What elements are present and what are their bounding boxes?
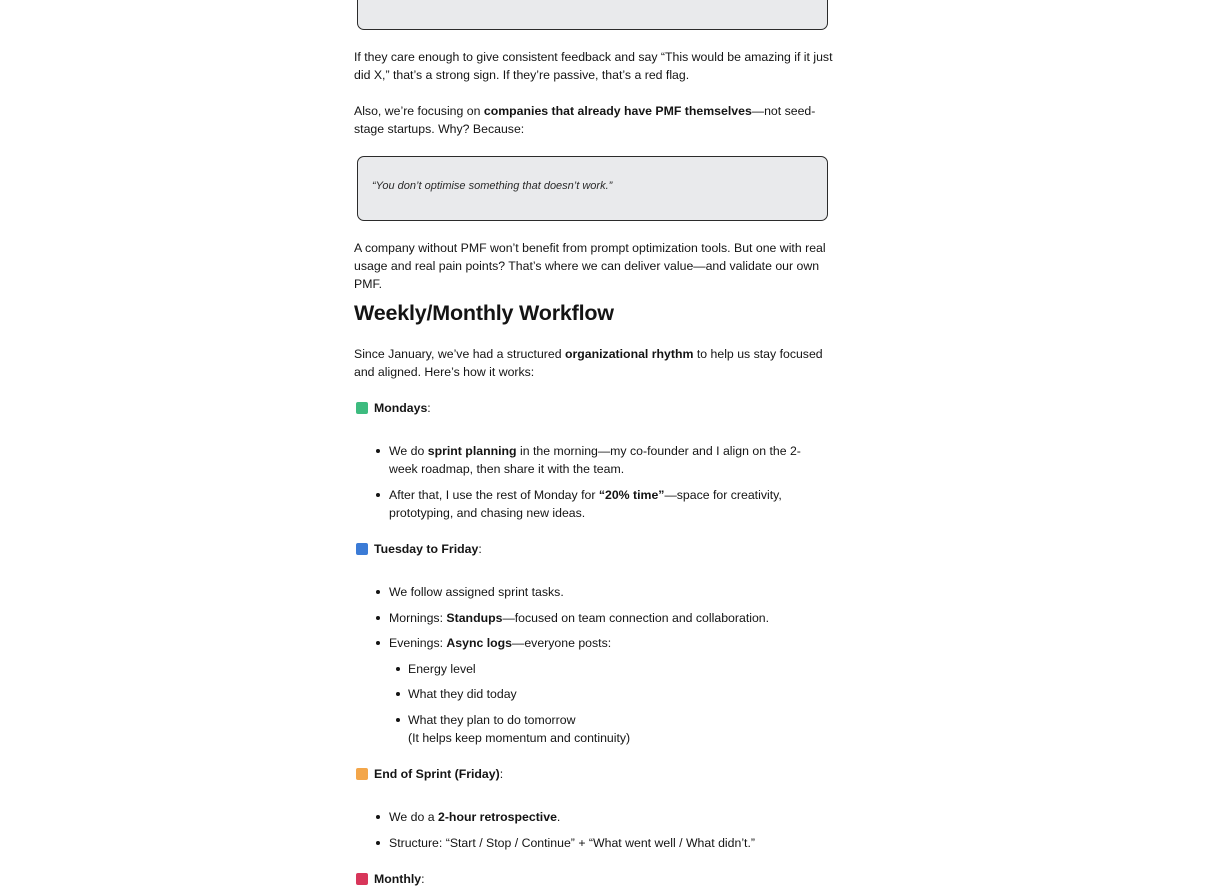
- list-item: [389, 583, 819, 601]
- item-prefix: We do a: [389, 810, 438, 824]
- mondays-heading: [354, 399, 431, 417]
- focus-bold: companies that already have PMF themselves: [483, 104, 752, 118]
- quote-text: “You don’t optimise something that doesn’t work.”: [372, 180, 613, 192]
- sub-list-item: [408, 711, 808, 747]
- list-item: [389, 442, 819, 478]
- focus-suffix: —not seed-stage startups. Why? Because:: [354, 104, 816, 136]
- item-bold: Standups: [446, 611, 503, 625]
- item-bold: “20% time”: [598, 488, 665, 502]
- feedback-paragraph: If they care enough to give consistent feedback and say “This would be amazing if it just did X,” that’s a strong sign. If they’re passive, that’s a red flag.: [354, 50, 833, 82]
- mondays-colon: :: [427, 401, 431, 415]
- workflow-intro-bold: organizational rhythm: [564, 347, 694, 361]
- tuesday-friday-heading: [354, 540, 482, 558]
- item-suffix: in the morning—my co-founder and I align on the 2-week roadmap, then share it with the team.: [389, 444, 801, 476]
- pmf-paragraph: A company without PMF won’t benefit from prompt optimization tools. But one with real usage and real pain points? That’s where we can deliver value—and validate our own PMF.: [354, 241, 826, 291]
- sub-item-text: What they plan to do tomorrow: [408, 713, 576, 727]
- item-prefix: We follow assigned sprint tasks.: [389, 585, 564, 599]
- end-of-sprint-colon: :: [499, 767, 504, 781]
- item-bold: Async logs: [446, 636, 513, 650]
- mondays-label: Mondays: [374, 401, 428, 415]
- item-prefix: After that, I use the rest of Monday for: [389, 488, 599, 502]
- sub-list-item: Energy level: [408, 660, 808, 678]
- item-suffix: —space for creativity, prototyping, and chasing new ideas.: [389, 488, 782, 520]
- quote-callout: [357, 156, 828, 221]
- item-prefix: We do: [389, 444, 428, 458]
- item-bold: sprint planning: [427, 444, 517, 458]
- focus-paragraph: [354, 102, 834, 138]
- sub-item-note: (It helps keep momentum and continuity): [408, 731, 631, 745]
- sub-list-item: What they did today: [408, 685, 808, 703]
- workflow-intro-suffix: to help us stay focused and aligned. Here’s how it works:: [354, 347, 823, 379]
- orange-square-icon: [356, 768, 368, 780]
- list-item: [389, 634, 819, 652]
- monthly-colon: :: [421, 872, 425, 886]
- workflow-intro-prefix: Since January, we’ve had a structured: [354, 347, 565, 361]
- end-of-sprint-heading: [354, 765, 503, 783]
- green-square-icon: [356, 402, 368, 414]
- item-suffix: —focused on team connection and collaboration.: [502, 611, 770, 625]
- list-item: [389, 486, 819, 522]
- list-item: [389, 834, 819, 852]
- workflow-intro: [354, 345, 834, 381]
- monthly-label: Monthly: [374, 872, 422, 886]
- item-prefix: Structure: “Start / Stop / Continue” + “What went well / What didn’t.”: [389, 836, 755, 850]
- monthly-heading: [354, 870, 425, 888]
- list-item: [389, 609, 819, 627]
- tuesday-friday-colon: :: [478, 542, 482, 556]
- focus-prefix: Also, we’re focusing on: [354, 104, 484, 118]
- item-suffix: —everyone posts:: [512, 636, 612, 650]
- red-square-icon: [356, 873, 368, 885]
- end-of-sprint-label: End of Sprint (Friday): [374, 767, 500, 781]
- item-prefix: Evenings:: [389, 636, 447, 650]
- callout-box-top: [357, 0, 828, 30]
- item-suffix: .: [556, 810, 561, 824]
- blue-square-icon: [356, 543, 368, 555]
- tuesday-friday-label: Tuesday to Friday: [374, 542, 479, 556]
- item-prefix: Mornings:: [389, 611, 447, 625]
- list-item: [389, 808, 819, 826]
- item-bold: 2-hour retrospective: [438, 810, 557, 824]
- section-title: Weekly/Monthly Workflow: [354, 301, 614, 325]
